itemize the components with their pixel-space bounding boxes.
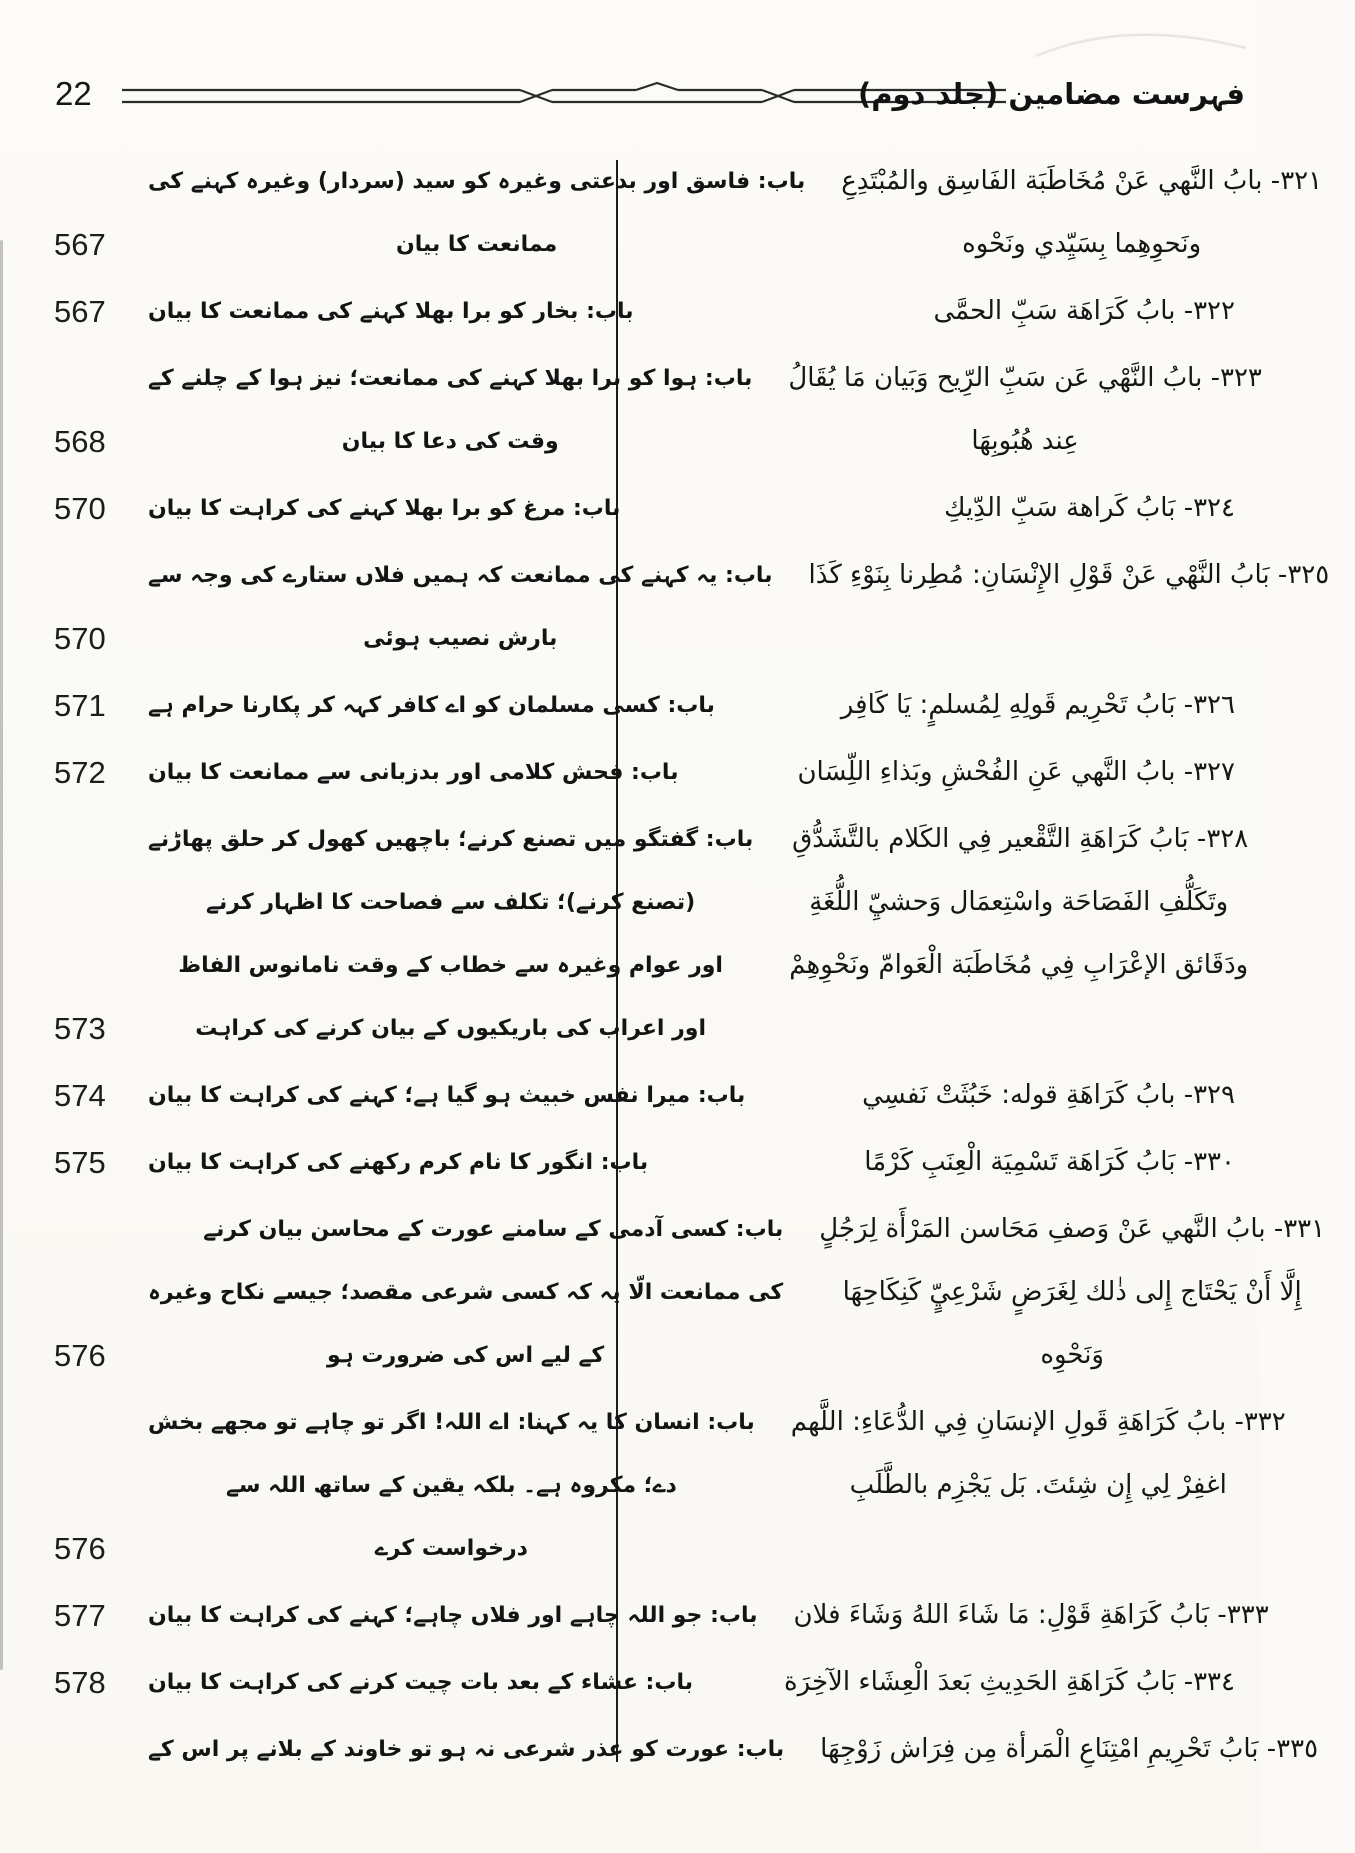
urdu-line: باب: فحش کلامی اور بدزبانی سے ممانعت کا بیان	[148, 760, 679, 785]
arabic-line: ٣٢٣- بابُ النَّهْي عَن سَبِّ الرِّيح وَبَيان مَا يُقَالُ	[788, 363, 1262, 393]
urdu-line: (تصنع کرنے)؛ تکلف سے فصاحت کا اظہار کرنے	[206, 890, 696, 915]
urdu-line: وقت کی دعا کا بیان	[341, 429, 559, 454]
urdu-entry	[0, 808, 759, 1060]
arabic-line: ٣٢٧- بابُ النَّهي عَنِ الفُحْشِ وبَذاءِ اللِّسَان	[797, 757, 1235, 787]
urdu-entry	[0, 1131, 654, 1194]
toc-row	[0, 1651, 1261, 1714]
arabic-entry	[699, 1651, 1261, 1714]
arabic-line: وَنَحْوِه	[1040, 1340, 1104, 1370]
urdu-lines	[148, 1198, 789, 1387]
urdu-line: باب: بخار کو برا بھلا کہنے کی ممانعت کا بیان	[148, 299, 634, 324]
urdu-entry	[0, 477, 626, 540]
urdu-line: کے لیے اس کی ضرورت ہو	[327, 1343, 605, 1368]
page-ref: 572	[54, 755, 106, 790]
urdu-lines	[148, 1584, 764, 1647]
page-ref: 575	[54, 1145, 106, 1180]
toc-row	[0, 1584, 1269, 1647]
arabic-line: ٣٢٤- بَابُ كَراهة سَبِّ الدِّيكِ	[944, 493, 1235, 523]
urdu-line: درخواست کرے	[374, 1536, 528, 1561]
arabic-entry	[778, 544, 1355, 670]
arabic-entry	[758, 347, 1288, 473]
page-ref	[0, 1718, 148, 1781]
urdu-line: بارش نصیب ہوئی	[363, 626, 558, 651]
urdu-line: باب: جو اللہ چاہے اور فلاں چاہے؛ کہنے کی کراہت کا بیان	[148, 1603, 758, 1628]
arabic-line: ٣٢٩- بابُ كَرَاهَةِ قوله: خَبُثَتْ نَفسِي	[862, 1080, 1235, 1110]
page-ref: 573	[54, 1011, 106, 1046]
page-ref: 576	[54, 1531, 106, 1566]
arabic-entry	[790, 1718, 1344, 1781]
page-ref: 567	[54, 294, 106, 329]
toc-row	[0, 1131, 1261, 1194]
urdu-lines	[148, 1718, 790, 1781]
page-title: فہرست مضامین (جلد دوم)	[858, 77, 1245, 111]
arabic-line: ٣٢٨- بَابُ كَرَاهَةِ التَّقْعير فِي الكَلام بالتَّشَدُّقِ	[792, 824, 1249, 854]
page-number: 22	[55, 75, 92, 112]
arabic-entry	[640, 280, 1261, 343]
urdu-entry	[0, 1651, 699, 1714]
urdu-line: باب: مرغ کو برا بھلا کہنے کی کراہت کا بیان	[148, 496, 621, 521]
arabic-line: ٣٢٥- بَابُ النَّهْي عَنْ قَوْلِ الإِنْسَانِ: مُطِرنا بِنَوْءِ كَذَا	[808, 560, 1330, 590]
urdu-lines	[148, 1651, 699, 1714]
toc-row	[0, 150, 1323, 276]
page-ref: 574	[54, 1078, 106, 1113]
urdu-entry	[0, 1584, 764, 1647]
arabic-line: وتَكَلُّفِ الفَصَاحَة واسْتِعمَال وَحشيِّ اللُّغَةِ	[809, 887, 1229, 917]
toc-row	[0, 280, 1261, 343]
urdu-entry	[0, 347, 758, 473]
urdu-lines	[148, 1391, 761, 1580]
urdu-line: باب: عورت کو عذر شرعی نہ ہو تو خاوند کے بلانے پر اس کے	[148, 1737, 785, 1762]
urdu-line: اور اعراب کی باریکیوں کے بیان کرنے کی کراہت	[195, 1016, 706, 1041]
toc-row	[0, 477, 1261, 540]
arabic-line: عِند هُبُوبِهَا	[971, 426, 1079, 456]
urdu-line: اور عوام وغیرہ سے خطاب کے وقت نامانوس الفاظ	[178, 953, 723, 978]
urdu-line: باب: یہ کہنے کی ممانعت کہ ہمیں فلاں ستارے کی وجہ سے	[148, 563, 773, 588]
toc-row	[0, 674, 1261, 737]
urdu-lines	[148, 808, 759, 1060]
arabic-line: ٣٣٠- بَابُ كَرَاهَة تَسْمِيَة الْعِنَبِ كَرْمًا	[864, 1147, 1235, 1177]
urdu-lines	[148, 477, 626, 540]
toc-row	[0, 1718, 1319, 1781]
arabic-line: اغفِرْ لِي إِن شِئتَ. بَل يَجْزِم بالطَّلَبِ	[849, 1470, 1227, 1500]
arabic-line: ٣٢٦- بَابُ تَحْرِيم قَولِهِ لِمُسلمٍ: يَا كَافِر	[840, 690, 1235, 720]
toc-row	[0, 1391, 1286, 1580]
arabic-entry	[626, 477, 1261, 540]
arabic-entry	[789, 1198, 1351, 1387]
urdu-lines	[148, 150, 811, 276]
urdu-lines	[148, 544, 778, 670]
page-ref: 568	[54, 424, 106, 459]
arabic-line: ٣٣٢- بابُ كَرَاهَةِ قَولِ الإنسَانِ فِي الدُّعَاءِ: اللَّهم	[790, 1407, 1286, 1437]
urdu-entry	[0, 150, 811, 276]
arabic-entry	[811, 150, 1348, 276]
urdu-line: باب: کسی مسلمان کو اے کافر کہہ کر پکارنا حرام ہے	[148, 693, 715, 718]
urdu-line: باب: کسی آدمی کے سامنے عورت کے محاسن بیان کرنے	[203, 1217, 784, 1242]
urdu-line: باب: عشاء کے بعد بات چیت کرنے کی کراہت کا بیان	[148, 1670, 693, 1695]
page-ref: 570	[54, 491, 106, 526]
arabic-entry	[759, 808, 1274, 1060]
urdu-entry	[0, 1718, 790, 1781]
toc-row	[0, 1198, 1326, 1387]
scan-arc-artifact	[1031, 8, 1251, 78]
toc-row	[0, 544, 1330, 670]
arabic-entry	[761, 1391, 1312, 1580]
urdu-lines	[148, 1131, 654, 1194]
urdu-entry	[0, 741, 684, 804]
urdu-entry	[0, 1064, 751, 1127]
arabic-entry	[721, 674, 1261, 737]
arabic-line: ٣٣١- بابُ النَّهي عَنْ وَصفِ مَحَاسن المَرْأَة لِرَجُلٍ	[819, 1214, 1326, 1244]
page-ref: 567	[54, 227, 106, 262]
arabic-entry	[764, 1584, 1295, 1647]
urdu-lines	[148, 280, 640, 343]
urdu-line: دے؛ مکروہ ہے۔ بلکہ یقین کے ساتھ اللہ سے	[225, 1473, 677, 1498]
arabic-line: ٣٣٤- بَابُ كَرَاهَةِ الحَدِيثِ بَعدَ الْعِشَاء الآخِرَة	[784, 1667, 1235, 1697]
page-ref: 571	[54, 688, 106, 723]
arabic-line: ٣٢٢- بابُ كَرَاهَة سَبِّ الحمَّى	[933, 296, 1235, 326]
urdu-entry	[0, 544, 778, 670]
arabic-line: إِلَّا أَنْ يَحْتَاج إِلى ذٰلك لِغَرَضٍ شَرْعِيٍّ كَنِكَاحِهَا	[842, 1277, 1302, 1307]
arabic-line: ودَقَائق الإعْرَابِ فِي مُخَاطَبَة الْعَوامّ ونَحْوِهِمْ	[789, 950, 1249, 980]
arabic-entry	[654, 1131, 1261, 1194]
urdu-line: کی ممانعت الّا یہ کہ کسی شرعی مقصد؛ جیسے نکاح وغیرہ	[148, 1280, 784, 1305]
page-ref: 577	[54, 1598, 106, 1633]
arabic-line: ونَحوِهِما بِسَيِّدي ونَحْوه	[962, 229, 1202, 259]
arabic-entry	[684, 741, 1261, 804]
page-ref: 570	[54, 621, 106, 656]
page-ref: 576	[54, 1338, 106, 1373]
urdu-entry	[0, 1391, 761, 1580]
urdu-line: باب: فاسق اور بدعتی وغیرہ کو سید (سردار) وغیرہ کہنے کی	[148, 169, 806, 194]
urdu-line: ممانعت کا بیان	[395, 232, 558, 257]
urdu-line: باب: میرا نفس خبیث ہو گیا ہے؛ کہنے کی کراہت کا بیان	[148, 1083, 746, 1108]
toc-rows	[0, 150, 1330, 1785]
urdu-line: باب: انگور کا نام کرم رکھنے کی کراہت کا بیان	[148, 1150, 649, 1175]
urdu-lines	[148, 347, 758, 473]
urdu-lines	[148, 1064, 751, 1127]
page-ref: 578	[54, 1665, 106, 1700]
urdu-line: باب: ہوا کو برا بھلا کہنے کی ممانعت؛ نیز ہوا کے چلنے کے	[148, 366, 753, 391]
arabic-entry	[751, 1064, 1261, 1127]
arabic-line: ٣٢١- بابُ النَّهي عَنْ مُخَاطَبَة الفَاسِق والمُبْتَدِعِ	[841, 166, 1323, 196]
arabic-line: ٣٣٥- بَابُ تَحْرِيمِ امْتِنَاعِ الْمَرأة مِن فِرَاش زَوْجِهَا	[820, 1734, 1319, 1764]
urdu-entry	[0, 1198, 789, 1387]
urdu-lines	[148, 741, 684, 804]
toc-row	[0, 1064, 1261, 1127]
urdu-line: باب: انسان کا یہ کہنا: اے اللہ! اگر تو چاہے تو مجھے بخش	[148, 1410, 755, 1435]
toc-row	[0, 347, 1261, 473]
urdu-entry	[0, 674, 721, 737]
urdu-lines	[148, 674, 721, 737]
urdu-line: باب: گفتگو میں تصنع کرنے؛ باچھیں کھول کر حلق پھاڑنے	[148, 827, 754, 852]
arabic-line: ٣٣٣- بَابُ كَرَاهَةِ قَوْلِ: مَا شَاءَ اللهُ وَشَاءَ فلان	[793, 1600, 1269, 1630]
toc-row	[0, 741, 1261, 804]
urdu-entry	[0, 280, 640, 343]
toc-row	[0, 808, 1261, 1060]
